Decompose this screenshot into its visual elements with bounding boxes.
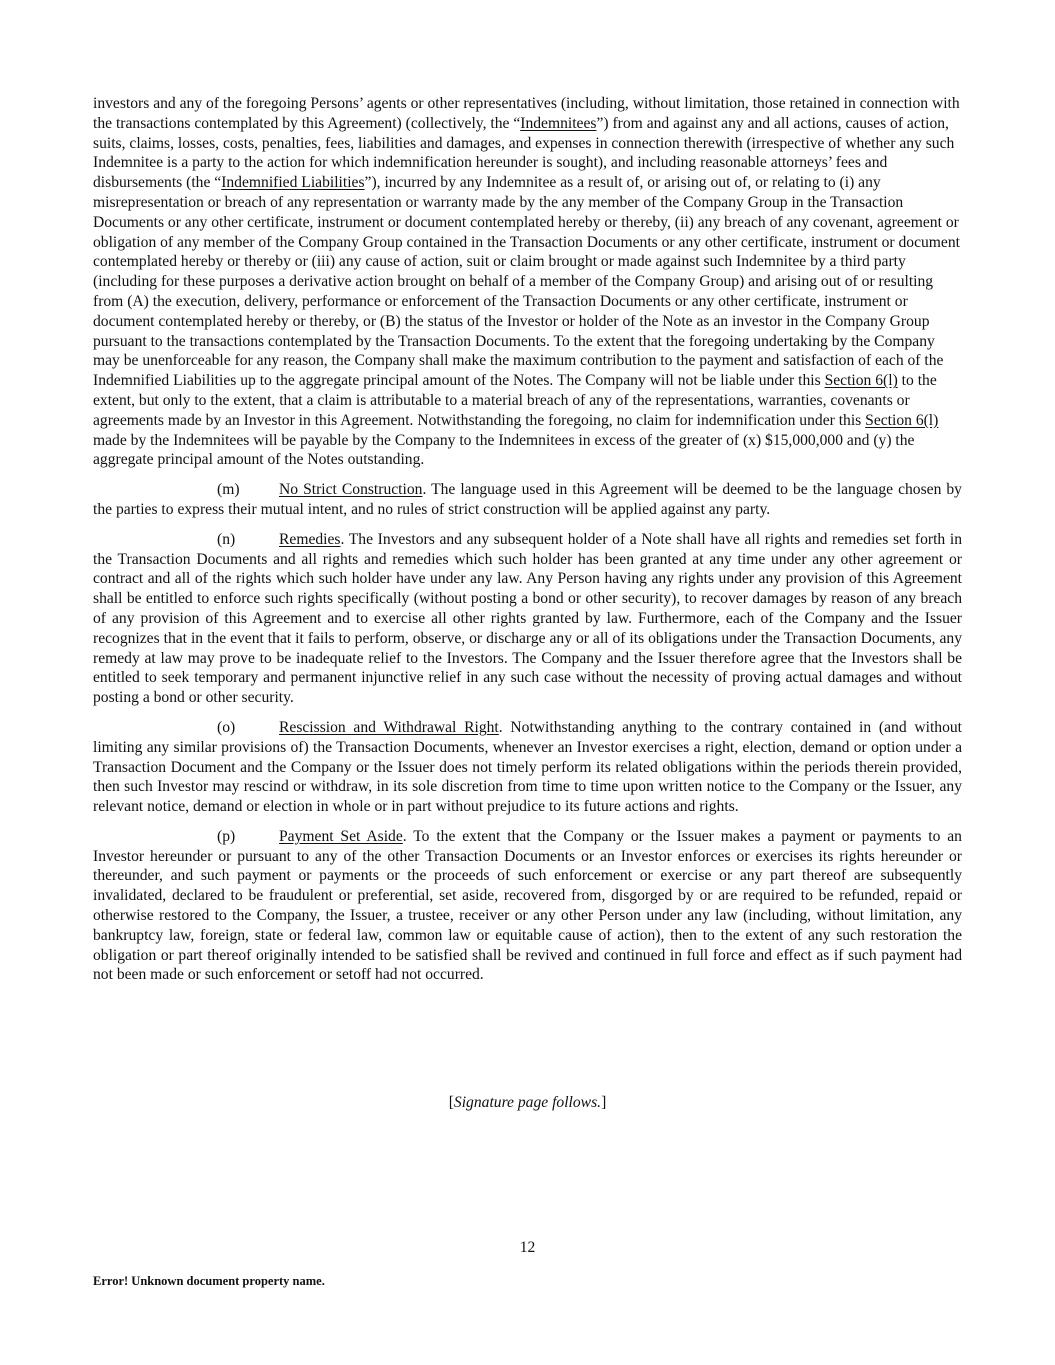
section-n (93, 530, 962, 708)
defined-term-indemnitees: Indemnitees (520, 114, 597, 132)
section-reference: Section 6(l) (865, 411, 939, 429)
section-label: (n) (217, 530, 236, 548)
section-title: Rescission and Withdrawal Right (279, 718, 499, 736)
document-body (93, 94, 962, 985)
footer-error-text: Error! Unknown document property name. (93, 1274, 325, 1288)
section-text: . The language used in this Agreement will be deemed to be the language chosen by the parties to express their mutual intent, and no rules of strict construction will be applied against any party. (93, 481, 962, 518)
text-run: to the extent, but only to the extent, that a claim is attributable to a material breach of any of the representations, warranties, covenants or agreements made by an Investor in this Agreement. Notwithstanding the foregoing, no claim for indemnification under this (93, 372, 937, 429)
signature-page-text: Signature page follows. (453, 1094, 602, 1111)
section-text: . Notwithstanding anything to the contrary contained in (and without limiting any similar provisions of) the Transaction Documents, whenever an Investor exercises a right, election, demand or option under a Transaction Document and the Company or the Issuer does not timely perform its related obligations within the periods therein provided, then such Investor may rescind or withdraw, in its sole discretion from time to time upon written notice to the Company or the Issuer, any relevant notice, demand or election in whole or in part without prejudice to its future actions and rights. (93, 718, 963, 816)
page-number: 12 (519, 1239, 536, 1256)
bracket-open: [ (448, 1094, 454, 1111)
text-run: investors and any of the foregoing Persons’ agents or other representatives (including, without limitation, those retained in connection with the transactions contemplated by this Agreement) (collectively, the “ (93, 95, 960, 132)
bracket-close: ] (601, 1094, 607, 1111)
indemnification-paragraph (93, 94, 962, 470)
text-run: ”), incurred by any Indemnitee as a result of, or arising out of, or relating to (i) any misrepresentation or breach of any representation or warranty made by the any member of the Company Group in the Transaction Documents or any other certificate, instrument or document contemplated hereby or thereby, (ii) any breach of any covenant, agreement or obligation of any member of the Company Group contained in the Transaction Documents or any other certificate, instrument or document contemplated hereby or thereby or (iii) any cause of action, suit or claim brought or made against such Indemnitee by a third party (including for these purposes a derivative action brought on behalf of a member of the Company Group) and arising out of or resulting from (A) the execution, delivery, performance or enforcement of the Transaction Documents or any other certificate, instrument or document contemplated hereby or thereby, or (B) the status of the Investor or holder of the Note as an investor in the Company Group pursuant to the transactions contemplated by the Transaction Documents. To the extent that the foregoing undertaking by the Company may be unenforceable for any reason, the Company shall make the maximum contribution to the payment and satisfaction of each of the Indemnified Liabilities up to the aggregate principal amount of the Notes. The Company will not be liable under this (93, 174, 960, 390)
section-text: . The Investors and any subsequent holder of a Note shall have all rights and remedies set forth in the Transaction Documents and all rights and remedies which such holder has been granted at any time under any other agreement or contract and all of the rights which such holder have under any law. Any Person having any rights under any provision of this Agreement shall be entitled to enforce such rights specifically (without posting a bond or other security), to recover damages by reason of any breach of any provision of this Agreement and to exercise all other rights granted by law. Furthermore, each of the Company and the Issuer recognizes that in the event that it fails to perform, observe, or discharge any or all of its obligations under the Transaction Documents, any remedy at law may prove to be inadequate relief to the Investors. The Company and the Issuer therefore agree that the Investors shall be entitled to seek temporary and permanent injunctive relief in any such case without the necessity of proving actual damages and without posting a bond or other security. (93, 530, 962, 707)
section-p (93, 827, 962, 985)
section-text: . To the extent that the Company or the Issuer makes a payment or payments to an Investor hereunder or pursuant to any of the other Transaction Documents or an Investor enforces or exercises its rights hereunder or thereunder, and such payment or payments or the proceeds of such enforcement or exercise or any part thereof are subsequently invalidated, declared to be fraudulent or preferential, set aside, recovered from, disgorged by or are required to be refunded, repaid or otherwise restored to the Company, the Issuer, a trustee, receiver or any other Person under any law (including, without limitation, any bankruptcy law, foreign, state or federal law, common law or equitable cause of action), then to the extent of any such restoration the obligation or part thereof originally intended to be satisfied shall be revived and continued in full force and effect as if such payment had not been made or such enforcement or setoff had not occurred. (93, 827, 962, 984)
section-reference: Section 6(l) (824, 372, 898, 390)
text-run: ”) from and against any and all actions, causes of action, suits, claims, losses, costs, penalties, fees, liabilities and damages, and expenses in connection therewith (irrespective of whether any such Indemnitee is a party to the action for which indemnification hereunder is sought), and including reasonable attorneys’ fees and disbursements (the “ (93, 114, 955, 192)
section-o (93, 718, 962, 817)
section-title: No Strict Construction (279, 481, 423, 499)
defined-term-indemnified-liabilities: Indemnified Liabilities (221, 174, 365, 192)
section-label: (m) (217, 481, 240, 499)
section-title: Remedies (279, 530, 341, 548)
section-title: Payment Set Aside (279, 827, 403, 845)
section-m (93, 480, 962, 520)
text-run: made by the Indemnitees will be payable by the Company to the Indemnitees in excess of the greater of (x) $15,000,000 and (y) the aggregate principal amount of the Notes outstanding. (93, 431, 915, 469)
section-label: (o) (217, 718, 236, 736)
section-label: (p) (217, 827, 236, 845)
signature-page-note (0, 1093, 1055, 1113)
